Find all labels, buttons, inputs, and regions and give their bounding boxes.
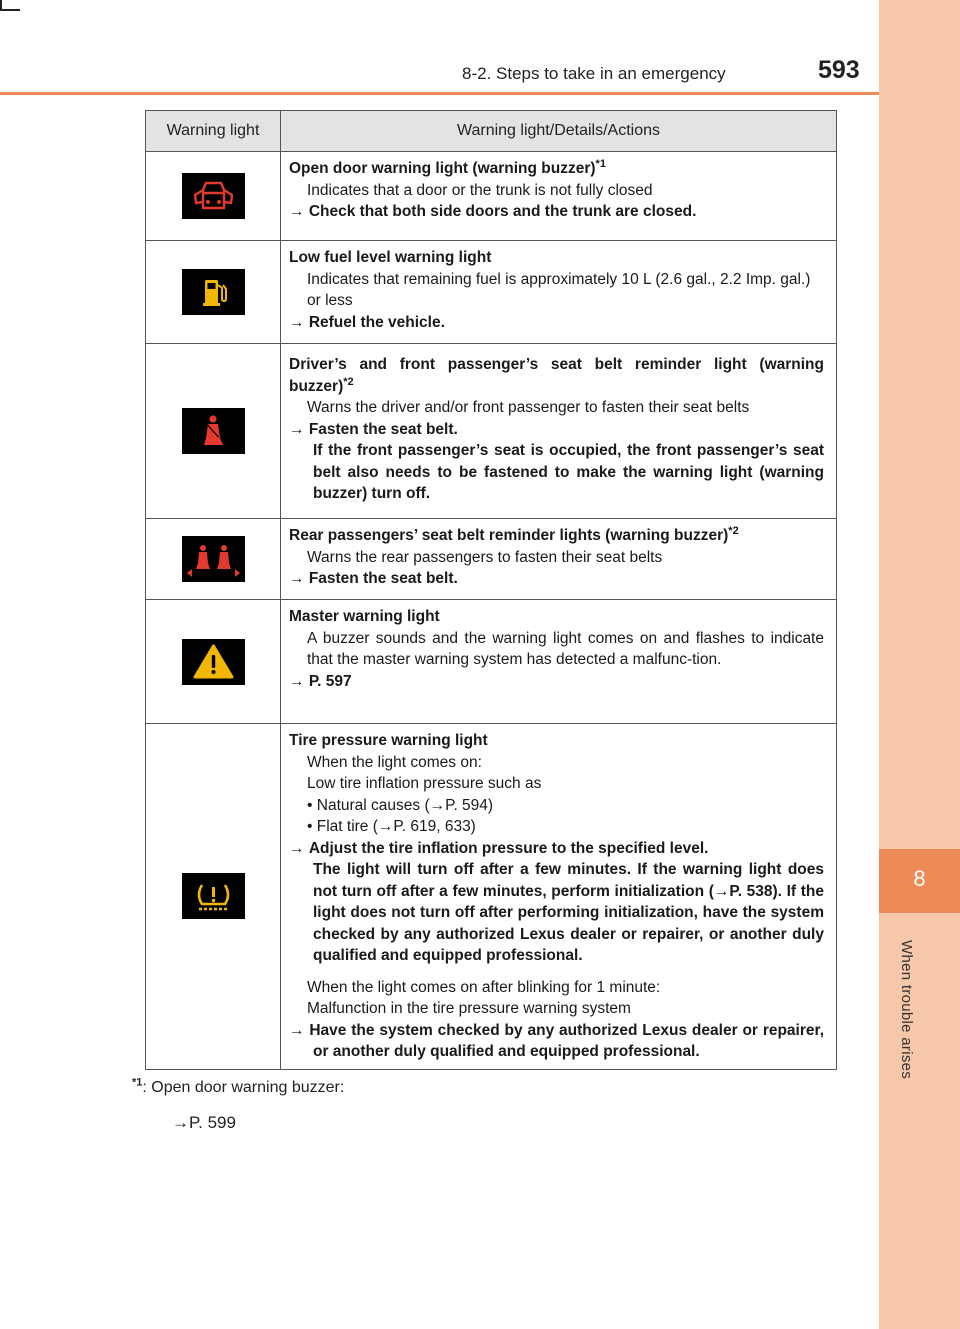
arrow-glyph: → [289, 420, 305, 438]
footnote-ref: *2 [728, 524, 739, 537]
row-description: Warns the rear passengers to fasten their seat belts [307, 548, 663, 566]
row-condition: When the light comes on after blinking for 1 minute: [307, 978, 661, 996]
row-cause: Low tire inflation pressure such as [307, 775, 542, 792]
footnote-ref: *2 [343, 375, 354, 388]
table-row [146, 241, 837, 344]
bullet-glyph: • [307, 818, 313, 835]
row-description: Indicates that a door or the trunk is not fully closed [307, 181, 653, 199]
row-cause: Malfunction in the tire pressure warning system [307, 1000, 631, 1017]
table-row [146, 724, 837, 1070]
table-row [146, 600, 837, 724]
row-title: Open door warning light (warning buzzer) [289, 160, 596, 177]
row-title: Low fuel level warning light [289, 249, 492, 266]
seat-belt-icon [182, 408, 245, 454]
footnote-text: : Open door warning buzzer: [142, 1079, 345, 1096]
row-details [281, 344, 837, 519]
row-note: If the front passenger’s seat is occupied, the front passenger’s seat belt also needs to be fastened to make the warning light (warning buzzer) turn off. [313, 442, 824, 502]
fuel-pump-icon [182, 269, 245, 315]
table-row [146, 152, 837, 241]
row-action: Fasten the seat belt. [308, 570, 458, 587]
arrow-glyph: → [289, 203, 305, 220]
section-title: 8-2. Steps to take in an emergency [462, 64, 726, 83]
row-title: Master warning light [289, 608, 440, 625]
icon-cell [146, 241, 281, 344]
cause-bullet: Flat tire (→P. 619, 633) [316, 818, 476, 835]
row-action: Fasten the seat belt. [308, 420, 458, 438]
row-action: Have the system checked by any authorized Lexus dealer or repairer, or another duly qualified and equipped professional. [309, 1021, 824, 1060]
chapter-title: When trouble arises [898, 940, 915, 1080]
warning-light-table [145, 110, 837, 1070]
footnote-mark: *1 [132, 1076, 143, 1089]
open-door-icon [182, 173, 245, 219]
bullet-glyph: • [307, 796, 313, 814]
row-details [281, 519, 837, 600]
row-details [281, 241, 837, 344]
row-description: A buzzer sounds and the warning light comes on and flashes to indicate that the master warning system has detected a malfunc-tion. [307, 629, 824, 668]
side-band [879, 0, 960, 1329]
icon-cell [146, 344, 281, 519]
arrow-glyph: → [289, 672, 305, 690]
row-title: Driver’s and front passenger’s seat belt reminder light (warning buzzer) [289, 356, 824, 395]
row-action: Refuel the vehicle. [308, 313, 445, 331]
chapter-number: 8 [913, 866, 926, 891]
row-details [281, 600, 837, 724]
master-warning-icon [182, 639, 245, 685]
footnote-reference: →P. 599 [172, 1113, 236, 1132]
arrow-glyph: → [289, 839, 305, 857]
footnote [132, 1076, 345, 1097]
table-row [146, 344, 837, 519]
row-details [281, 724, 837, 1070]
row-action: Adjust the tire inflation pressure to the specified level. [308, 839, 709, 857]
row-title: Tire pressure warning light [289, 732, 488, 749]
row-description: Indicates that remaining fuel is approximately 10 L (2.6 gal., 2.2 Imp. gal.) or less [307, 270, 811, 309]
row-action: Check that both side doors and the trunk are closed. [308, 203, 697, 220]
table-header-row [146, 111, 837, 152]
row-details [281, 152, 837, 241]
header-rule [0, 92, 879, 95]
page-number: 593 [818, 56, 860, 84]
icon-cell [146, 519, 281, 600]
footnote-ref: *1 [595, 157, 606, 170]
icon-cell [146, 600, 281, 724]
arrow-glyph: → [289, 1021, 305, 1039]
rear-seat-belt-icon [182, 536, 245, 582]
cause-bullet: Natural causes (→P. 594) [316, 796, 494, 814]
row-note: The light will turn off after a few minutes. If the warning light does not turn off after a few minutes, perform initialization (→P. 538). If the light does not turn off after performing initialization, have the system checked by any authorized Lexus dealer or repairer, or another duly qualified and equipped professional. [313, 861, 824, 964]
arrow-glyph: → [289, 570, 305, 587]
tire-pressure-icon [182, 873, 245, 919]
icon-cell [146, 724, 281, 1070]
arrow-glyph: → [289, 313, 305, 331]
row-condition: When the light comes on: [307, 753, 482, 771]
row-description: Warns the driver and/or front passenger to fasten their seat belts [307, 399, 750, 416]
column-header-icon: Warning light [146, 111, 281, 152]
crop-mark [0, 9, 20, 11]
icon-cell [146, 152, 281, 241]
table-row [146, 519, 837, 600]
row-title: Rear passengers’ seat belt reminder lights (warning buzzer) [289, 527, 729, 544]
row-action: P. 597 [308, 672, 352, 690]
column-header-details: Warning light/Details/Actions [281, 111, 837, 152]
